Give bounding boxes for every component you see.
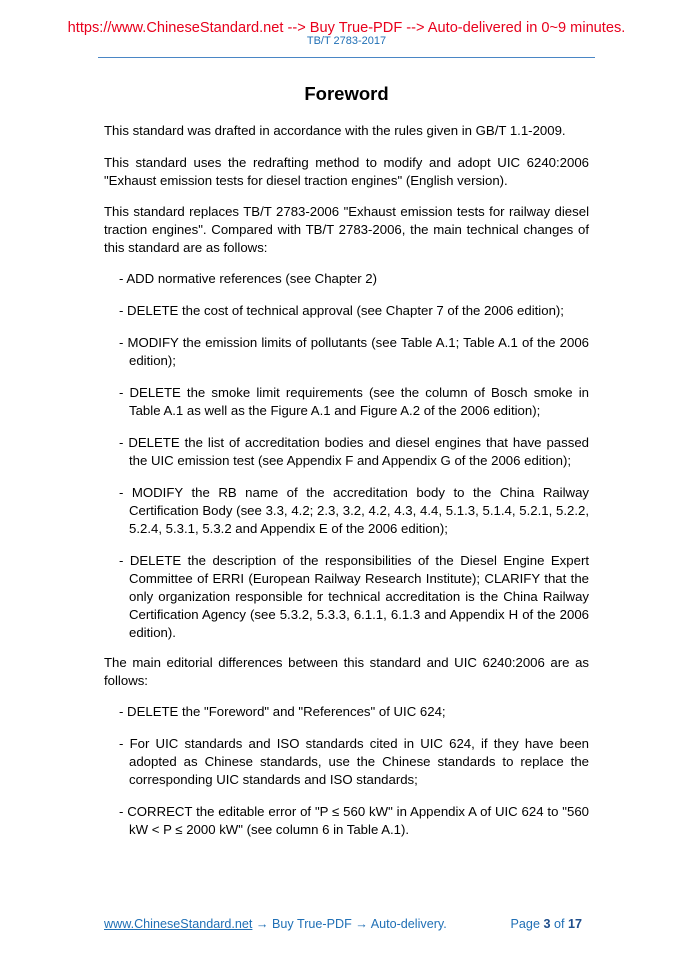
standard-code: TB/T 2783-2017: [306, 35, 387, 47]
page-title: Foreword: [304, 83, 389, 104]
list-item: - DELETE the description of the responsibilities of the Diesel Engine Expert Committee of ERRI (European Railway Research Institute); CLARIFY that the only organization responsible for technical accreditation is the China Railway Certification Agency (see 5.3.2, 5.3.3, 6.1.1, 6.1.3 and Appendix H of the 2006 edition).: [119, 553, 589, 640]
list-item: - MODIFY the RB name of the accreditation body to the China Railway Certification Body (see 3.3, 4.2; 2.3, 3.2, 4.2, 4.3, 4.4, 5.1.3, 5.1.4, 5.2.1, 5.2.2, 5.2.4, 5.3.1, 5.3.2 and Appendix E of the 2006 edition);: [119, 485, 589, 536]
list-item: - DELETE the cost of technical approval (see Chapter 7 of the 2006 edition);: [119, 303, 564, 318]
document-body: [104, 122, 589, 853]
paragraph-replaces: This standard replaces TB/T 2783-2006 "Exhaust emission tests for railway diesel traction engines". Compared with TB/T 2783-2006, the main technical changes of this standard are as follows:: [104, 204, 589, 255]
page-of-label: of: [553, 917, 565, 931]
footer-tagline: → Buy True-PDF → Auto-delivery.: [252, 917, 447, 931]
list-item: - CORRECT the editable error of "P ≤ 560 kW" in Appendix A of UIC 624 to "560 kW < P ≤ 2000 kW" (see column 6 in Table A.1).: [119, 804, 589, 837]
page-total: 17: [567, 917, 582, 931]
footer-link[interactable]: www.ChineseStandard.net: [104, 917, 253, 931]
page-label: Page: [510, 917, 540, 931]
list-item: - For UIC standards and ISO standards cited in UIC 624, if they have been adopted as Chinese standards, use the Chinese standards to replace the corresponding UIC standards and ISO standards;: [119, 736, 589, 787]
list-item: - DELETE the smoke limit requirements (see the column of Bosch smoke in Table A.1 as well as the Figure A.1 and Figure A.2 of the 2006 edition);: [119, 385, 589, 418]
header-divider: [98, 57, 595, 58]
paragraph-redrafting-method: This standard uses the redrafting method to modify and adopt UIC 6240:2006 "Exhaust emission tests for diesel traction engines" (English version).: [104, 155, 589, 188]
page-number: [511, 917, 582, 932]
paragraph-drafting-rules: This standard was drafted in accordance with the rules given in GB/T 1.1-2009.: [104, 123, 566, 138]
list-item: - DELETE the list of accreditation bodies and diesel engines that have passed the UIC emission test (see Appendix F and Appendix G of the 2006 edition);: [119, 435, 589, 468]
page-current: 3: [543, 917, 551, 931]
list-item: - DELETE the "Foreword" and "References" of UIC 624;: [119, 704, 446, 719]
paragraph-editorial-intro: The main editorial differences between this standard and UIC 6240:2006 are as follows:: [104, 655, 589, 688]
list-item: - ADD normative references (see Chapter 2): [119, 271, 377, 286]
footer-promo: [104, 917, 447, 932]
list-item: - MODIFY the emission limits of pollutants (see Table A.1; Table A.1 of the 2006 edition);: [119, 335, 589, 368]
promo-banner[interactable]: https://www.ChineseStandard.net --> Buy True-PDF --> Auto-delivered in 0~9 minutes.: [67, 20, 626, 36]
